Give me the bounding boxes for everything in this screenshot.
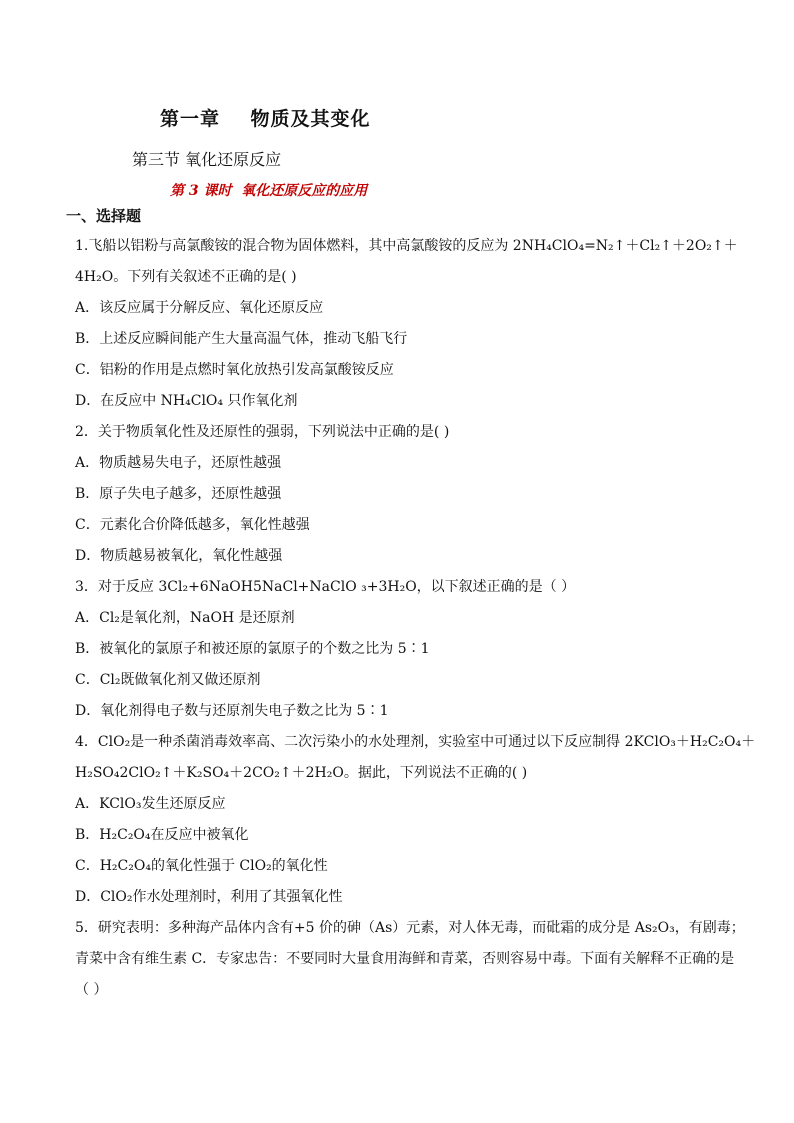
question-2-option-a: A．物质越易失电子，还原性越强 bbox=[75, 455, 282, 471]
question-body bbox=[75, 231, 756, 1006]
question-4-stem-line-1: 4．ClO₂是一种杀菌消毒效率高、二次污染小的水处理剂，实验室中可通过以下反应制得 2KClO₃＋H₂C₂O₄＋ bbox=[75, 734, 756, 750]
question-5-stem-line-1: 5．研究表明：多种海产品体内含有+5 价的砷（As）元素，对人体无毒，而砒霜的成分是 As₂O₃，有剧毒； bbox=[75, 920, 745, 936]
question-4-option-c: C．H₂C₂O₄的氧化性强于 ClO₂的氧化性 bbox=[75, 858, 328, 874]
question-3-stem: 3．对于反应 3Cl₂+6NaOH5NaCl+NaClO ₃+3H₂O，以下叙述正确的是（ ） bbox=[75, 579, 576, 595]
question-4-option-a: A．KClO₃发生还原反应 bbox=[75, 796, 226, 812]
question-1-stem-line-1: 1.飞船以铝粉与高氯酸铵的混合物为固体燃料，其中高氯酸铵的反应为 2NH₄ClO₄=N₂↑＋Cl₂↑＋2O₂↑＋ bbox=[75, 238, 738, 254]
question-1-stem-line-2: 4H₂O。下列有关叙述不正确的是( ) bbox=[75, 269, 297, 285]
chapter-title: 第一章 物质及其变化 bbox=[160, 108, 371, 130]
question-5-stem-line-2: 青菜中含有维生素 C．专家忠告：不要同时大量食用海鲜和青菜，否则容易中毒。下面有关解释不正确的是 bbox=[75, 951, 735, 967]
question-2-option-c: C．元素化合价降低越多，氧化性越强 bbox=[75, 517, 310, 533]
question-5-stem-line-3: （ ） bbox=[75, 982, 108, 998]
lesson-title: 第 3 课时 氧化还原反应的应用 bbox=[170, 183, 368, 199]
question-1-option-d: D．在反应中 NH₄ClO₄ 只作氧化剂 bbox=[75, 393, 298, 409]
question-2-option-b: B．原子失电子越多，还原性越强 bbox=[75, 486, 282, 502]
question-2-option-d: D．物质越易被氧化，氧化性越强 bbox=[75, 548, 283, 564]
question-4-option-d: D．ClO₂作水处理剂时，利用了其强氧化性 bbox=[75, 889, 343, 905]
part-heading: 一、选择题 bbox=[66, 207, 142, 225]
question-3-option-d: D．氧化剂得电子数与还原剂失电子数之比为 5∶1 bbox=[75, 703, 389, 719]
question-4-option-b: B．H₂C₂O₄在反应中被氧化 bbox=[75, 827, 249, 843]
section-title: 第三节 氧化还原反应 bbox=[132, 150, 282, 169]
question-1-option-b: B．上述反应瞬间能产生大量高温气体，推动飞船飞行 bbox=[75, 331, 408, 347]
question-2-stem: 2．关于物质氧化性及还原性的强弱，下列说法中正确的是( ) bbox=[75, 424, 450, 440]
question-3-option-b: B．被氧化的氯原子和被还原的氯原子的个数之比为 5∶1 bbox=[75, 641, 430, 657]
question-1-option-c: C．铝粉的作用是点燃时氧化放热引发高氯酸铵反应 bbox=[75, 362, 394, 378]
question-4-stem-line-2: H₂SO₄2ClO₂↑＋K₂SO₄＋2CO₂↑＋2H₂O。据此，下列说法不正确的( ) bbox=[75, 765, 528, 781]
question-3-option-a: A．Cl₂是氧化剂，NaOH 是还原剂 bbox=[75, 610, 295, 626]
question-1-option-a: A．该反应属于分解反应、氧化还原反应 bbox=[75, 300, 324, 316]
question-3-option-c: C．Cl₂既做氧化剂又做还原剂 bbox=[75, 672, 261, 688]
